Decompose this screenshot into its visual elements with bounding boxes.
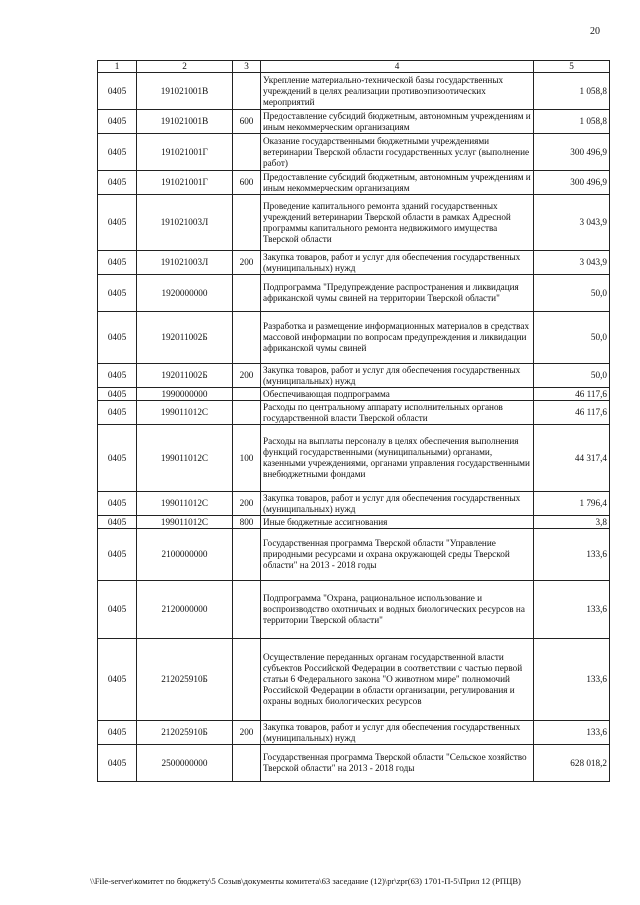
page-number: 20 (590, 26, 600, 37)
target-article-cell: 191021001В (137, 73, 233, 110)
amount-cell: 133,6 (534, 529, 610, 581)
section-code-cell: 0405 (98, 134, 137, 171)
target-article-cell: 1920000000 (137, 275, 233, 312)
expense-name-cell: Предоставление субсидий бюджетным, автономным учреждениям и иным некоммерческим организациям (261, 171, 534, 195)
expense-type-cell (233, 275, 261, 312)
section-code-cell: 0405 (98, 581, 137, 639)
target-article-cell: 212025910Б (137, 639, 233, 721)
target-article-cell: 2100000000 (137, 529, 233, 581)
amount-cell: 300 496,9 (534, 134, 610, 171)
section-code-cell: 0405 (98, 516, 137, 529)
column-header: 2 (137, 61, 233, 73)
expense-type-cell: 600 (233, 171, 261, 195)
amount-cell: 50,0 (534, 275, 610, 312)
table-row (98, 581, 610, 639)
target-article-cell: 199011012С (137, 516, 233, 529)
column-header: 5 (534, 61, 610, 73)
expense-type-cell (233, 388, 261, 401)
section-code-cell: 0405 (98, 745, 137, 782)
section-code-cell: 0405 (98, 171, 137, 195)
expense-type-cell: 200 (233, 251, 261, 275)
table-row (98, 73, 610, 110)
section-code-cell: 0405 (98, 721, 137, 745)
expense-name-cell: Предоставление субсидий бюджетным, автономным учреждениям и иным некоммерческим организациям (261, 110, 534, 134)
section-code-cell: 0405 (98, 425, 137, 492)
table-row (98, 364, 610, 388)
section-code-cell: 0405 (98, 401, 137, 425)
target-article-cell: 199011012С (137, 492, 233, 516)
expense-name-cell: Закупка товаров, работ и услуг для обеспечения государственных (муниципальных) нужд (261, 492, 534, 516)
amount-cell: 50,0 (534, 364, 610, 388)
section-code-cell: 0405 (98, 195, 137, 251)
amount-cell: 300 496,9 (534, 171, 610, 195)
target-article-cell: 199011012С (137, 425, 233, 492)
file-path-footer: \\File-server\комитет по бюджету\5 Созыв\документы комитета\63 заседание (12)\pr\zpr(63) 1701-П-5\Прил 12 (РПЦВ) (90, 876, 521, 886)
expense-type-cell (233, 401, 261, 425)
section-code-cell: 0405 (98, 73, 137, 110)
expense-type-cell (233, 134, 261, 171)
expense-type-cell: 100 (233, 425, 261, 492)
expense-name-cell: Проведение капитального ремонта зданий государственных учреждений ветеринарии Тверской области в рамках Адресной программы капитального ремонта недвижимого имущества Тверской области (261, 195, 534, 251)
amount-cell: 46 117,6 (534, 401, 610, 425)
table-row (98, 110, 610, 134)
table-row (98, 721, 610, 745)
amount-cell: 44 317,4 (534, 425, 610, 492)
expense-type-cell: 200 (233, 364, 261, 388)
section-code-cell: 0405 (98, 275, 137, 312)
expense-name-cell: Укрепление материально-технической базы государственных учреждений в целях реализации противоэпизоотических мероприятий (261, 73, 534, 110)
table-row (98, 171, 610, 195)
amount-cell: 1 796,4 (534, 492, 610, 516)
table-row (98, 134, 610, 171)
table-row (98, 516, 610, 529)
amount-cell: 3 043,9 (534, 195, 610, 251)
section-code-cell: 0405 (98, 251, 137, 275)
table-row (98, 275, 610, 312)
target-article-cell: 1990000000 (137, 388, 233, 401)
expense-type-cell (233, 73, 261, 110)
expense-name-cell: Подпрограмма "Охрана, рациональное использование и воспроизводство охотничьих и водных биологических ресурсов на территории Тверской области" (261, 581, 534, 639)
target-article-cell: 212025910Б (137, 721, 233, 745)
section-code-cell: 0405 (98, 529, 137, 581)
expense-name-cell: Государственная программа Тверской области "Управление природными ресурсами и охрана окружающей среды Тверской области" на 2013 - 2018 годы (261, 529, 534, 581)
amount-cell: 628 018,2 (534, 745, 610, 782)
amount-cell: 133,6 (534, 581, 610, 639)
target-article-cell: 2120000000 (137, 581, 233, 639)
amount-cell: 3 043,9 (534, 251, 610, 275)
expense-type-cell (233, 312, 261, 364)
target-article-cell: 191021001В (137, 110, 233, 134)
target-article-cell: 192011002Б (137, 312, 233, 364)
expense-name-cell: Закупка товаров, работ и услуг для обеспечения государственных (муниципальных) нужд (261, 364, 534, 388)
section-code-cell: 0405 (98, 388, 137, 401)
expense-name-cell: Подпрограмма "Предупреждение распространения и ликвидация африканской чумы свиней на территории Тверской области" (261, 275, 534, 312)
expense-name-cell: Иные бюджетные ассигнования (261, 516, 534, 529)
section-code-cell: 0405 (98, 364, 137, 388)
table-row (98, 401, 610, 425)
expense-type-cell (233, 195, 261, 251)
expense-name-cell: Обеспечивающая подпрограмма (261, 388, 534, 401)
target-article-cell: 191021001Г (137, 171, 233, 195)
section-code-cell: 0405 (98, 110, 137, 134)
section-code-cell: 0405 (98, 639, 137, 721)
expense-name-cell: Расходы по центральному аппарату исполнительных органов государственной власти Тверской области (261, 401, 534, 425)
table-row (98, 745, 610, 782)
column-header: 1 (98, 61, 137, 73)
amount-cell: 46 117,6 (534, 388, 610, 401)
expense-type-cell (233, 529, 261, 581)
column-header: 3 (233, 61, 261, 73)
expense-type-cell (233, 745, 261, 782)
target-article-cell: 191021001Г (137, 134, 233, 171)
target-article-cell: 191021003Л (137, 251, 233, 275)
expense-type-cell: 200 (233, 721, 261, 745)
expense-type-cell (233, 581, 261, 639)
table-row (98, 388, 610, 401)
section-code-cell: 0405 (98, 312, 137, 364)
expense-name-cell: Расходы на выплаты персоналу в целях обеспечения выполнения функций государственными (муниципальными) органами, казенными учреждениями, органами управления государственными внебюджетными фондами (261, 425, 534, 492)
expense-name-cell: Разработка и размещение информационных материалов в средствах массовой информации по вопросам предупреждения и ликвидации африканской чумы свиней (261, 312, 534, 364)
expense-type-cell: 200 (233, 492, 261, 516)
table-row (98, 251, 610, 275)
amount-cell: 1 058,8 (534, 110, 610, 134)
target-article-cell: 192011002Б (137, 364, 233, 388)
table-row (98, 492, 610, 516)
amount-cell: 133,6 (534, 639, 610, 721)
budget-table (97, 60, 610, 782)
amount-cell: 3,8 (534, 516, 610, 529)
expense-name-cell: Осуществление переданных органам государственной власти субъектов Российской Федерации в соответствии с частью первой статьи 6 Федерального закона "О животном мире" полномочий Российской Федерации в области организации, регулирования и охраны водных биологических ресурсов (261, 639, 534, 721)
section-code-cell: 0405 (98, 492, 137, 516)
expense-type-cell: 800 (233, 516, 261, 529)
amount-cell: 133,6 (534, 721, 610, 745)
table-row (98, 312, 610, 364)
target-article-cell: 191021003Л (137, 195, 233, 251)
expense-name-cell: Оказание государственными бюджетными учреждениями ветеринарии Тверской области государственных услуг (выполнение работ) (261, 134, 534, 171)
expense-name-cell: Закупка товаров, работ и услуг для обеспечения государственных (муниципальных) нужд (261, 251, 534, 275)
target-article-cell: 2500000000 (137, 745, 233, 782)
expense-name-cell: Закупка товаров, работ и услуг для обеспечения государственных (муниципальных) нужд (261, 721, 534, 745)
expense-name-cell: Государственная программа Тверской области "Сельское хозяйство Тверской области" на 2013 - 2018 годы (261, 745, 534, 782)
expense-type-cell: 600 (233, 110, 261, 134)
expense-type-cell (233, 639, 261, 721)
table-row (98, 195, 610, 251)
table-row (98, 529, 610, 581)
table-row (98, 639, 610, 721)
column-header: 4 (261, 61, 534, 73)
table-header-row (98, 61, 610, 73)
target-article-cell: 199011012С (137, 401, 233, 425)
table-row (98, 425, 610, 492)
amount-cell: 50,0 (534, 312, 610, 364)
amount-cell: 1 058,8 (534, 73, 610, 110)
